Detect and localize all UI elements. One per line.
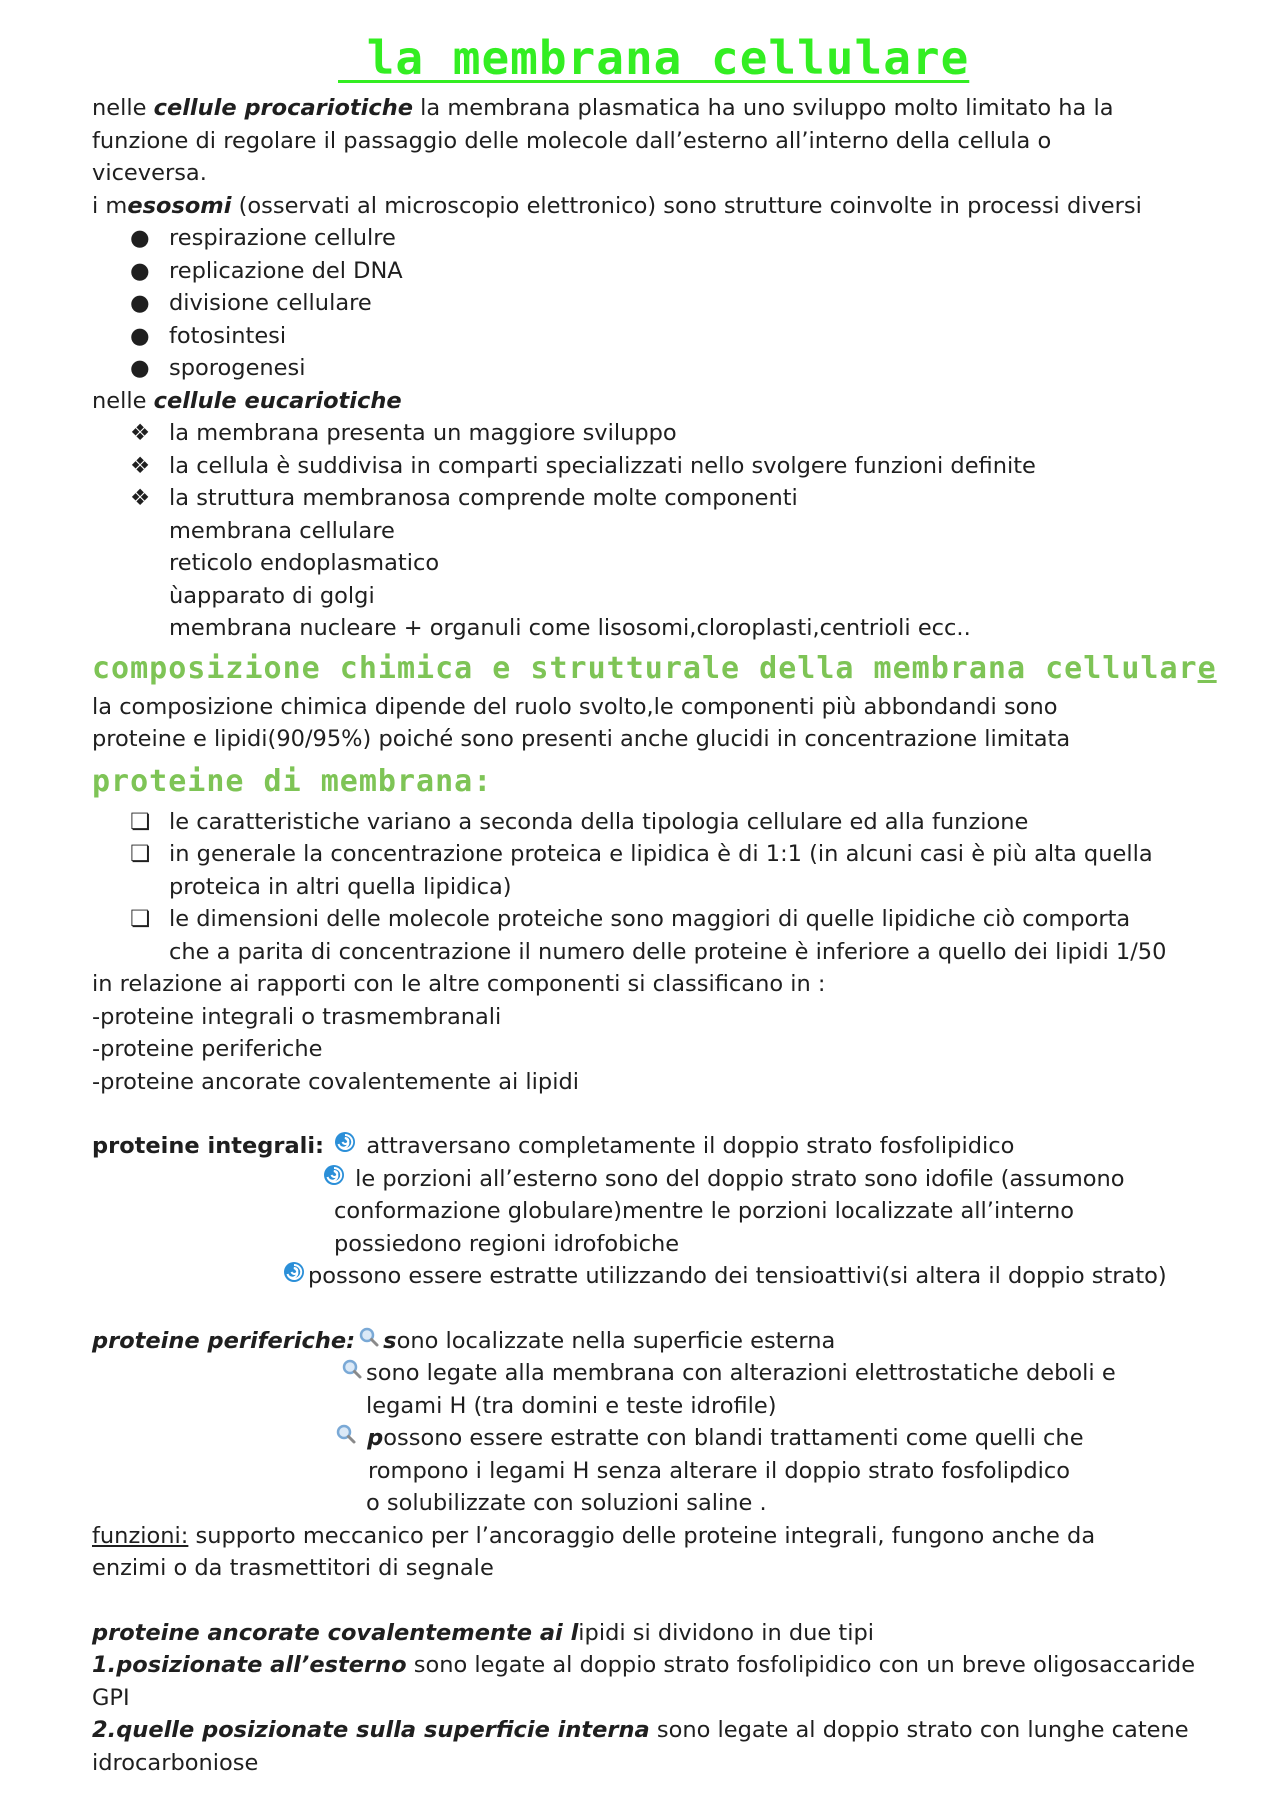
- diamond-bullet-icon: ❖: [130, 485, 151, 511]
- text: nelle: [92, 95, 154, 121]
- list-item-text: respirazione cellulre: [169, 225, 396, 251]
- ancorate-label: proteine ancorate covalentemente ai l: [92, 1619, 579, 1646]
- eucarioti-heading: [92, 385, 1272, 418]
- list-item-text: fotosintesi: [169, 322, 287, 349]
- box-bullet-icon: ❏: [130, 808, 151, 835]
- integrali-line-2: [92, 1163, 1272, 1196]
- heading-text: composizione chimica e strutturale della membrana cellular: [92, 650, 1198, 686]
- text-line: o solubilizzate con soluzioni saline .: [366, 1490, 767, 1516]
- list-item: [92, 255, 1272, 288]
- term-procariotiche: cellule procariotiche: [153, 95, 413, 121]
- text-line: possiedono regioni idrofobiche: [334, 1230, 680, 1257]
- disc-bullet-icon: ●: [130, 322, 150, 349]
- disc-bullet-icon: ●: [130, 290, 150, 316]
- text-line: -proteine periferiche: [92, 1036, 323, 1062]
- text: supporto meccanico per l’ancoraggio delle proteine integrali, fungono anche da: [188, 1522, 1096, 1549]
- list-item-text: le caratteristiche variano a seconda della tipologia cellulare ed alla funzione: [169, 808, 1029, 835]
- text-line: GPI: [92, 1684, 130, 1711]
- text: s: [383, 1327, 397, 1354]
- heading-text-underlined: e: [1197, 650, 1217, 686]
- box-bullet-icon: ❏: [130, 841, 151, 867]
- text-line: funzione di regolare il passaggio delle molecole dall’esterno all’interno della cellula o: [92, 127, 1052, 154]
- periferiche-line-1: [92, 1325, 1272, 1358]
- cyclone-icon: [331, 1130, 359, 1163]
- periferiche-label: proteine periferiche:: [92, 1327, 356, 1354]
- sub-item: ùapparato di golgi: [169, 582, 375, 609]
- text-line: conformazione globulare)mentre le porzioni localizzate all’interno: [334, 1198, 1075, 1224]
- list-item-text: la struttura membranosa comprende molte componenti: [169, 485, 798, 511]
- item-label: 2.quelle posizionate sulla superficie interna: [92, 1717, 650, 1743]
- list-item-text: sporogenesi: [169, 355, 306, 381]
- list-item-text: la cellula è suddivisa in comparti specializzati nello svolgere funzioni definite: [169, 452, 1036, 479]
- disc-bullet-icon: ●: [130, 225, 150, 251]
- text: la membrana plasmatica ha uno sviluppo molto limitato ha la: [413, 95, 1114, 121]
- text: i m: [92, 192, 128, 219]
- section-heading-composizione: [92, 647, 1272, 691]
- list-item: [92, 806, 1272, 839]
- list-item: [92, 450, 1272, 483]
- disc-bullet-icon: ●: [130, 257, 150, 284]
- section-heading-proteine: proteine di membrana:: [92, 763, 493, 799]
- page-title: la membrana cellulare: [338, 31, 970, 85]
- text: sono legate alla membrana con alterazioni elettrostatiche deboli e: [366, 1360, 1116, 1386]
- magnifier-icon: [355, 1325, 383, 1358]
- magnifier-icon: [332, 1422, 360, 1455]
- diamond-bullet-icon: ❖: [130, 452, 151, 479]
- list-item-text: divisione cellulare: [169, 290, 372, 316]
- periferiche-line-2: [92, 1357, 1272, 1390]
- diamond-bullet-icon: ❖: [130, 420, 151, 446]
- funzioni-line: [92, 1520, 1272, 1553]
- text: ono localizzate nella superficie esterna: [396, 1327, 836, 1354]
- text-line: -proteine ancorate covalentemente ai lipidi: [92, 1068, 579, 1095]
- text: ossono essere estratte con blandi trattamenti come quelli che: [383, 1425, 1084, 1451]
- list-item: [92, 352, 1272, 385]
- text: le porzioni all’esterno sono del doppio strato sono idofile (assumono: [355, 1165, 1125, 1192]
- list-item: [92, 287, 1272, 320]
- list-item: [92, 903, 1272, 968]
- ancorate-line: [92, 1617, 1272, 1650]
- list-item-text: che a parita di concentrazione il numero delle proteine è inferiore a quello dei lipidi 1/50: [169, 938, 1167, 965]
- list-item: [92, 222, 1272, 255]
- integrali-line-3: [92, 1260, 1272, 1293]
- cyclone-icon: [280, 1260, 308, 1293]
- ancorate-item-1: [92, 1649, 1272, 1682]
- periferiche-line-3: [92, 1422, 1272, 1455]
- list-item-text: replicazione del DNA: [169, 257, 403, 284]
- list-item-text: la membrana presenta un maggiore sviluppo: [169, 420, 677, 446]
- text: nelle: [92, 387, 154, 414]
- disc-bullet-icon: ●: [130, 355, 150, 381]
- eucarioti-list: [92, 417, 1272, 515]
- text: sono legate al doppio strato con lunghe catene: [649, 1717, 1189, 1743]
- text-line: idrocarboniose: [92, 1749, 259, 1776]
- text: sono legate al doppio strato fosfolipidico con un breve oligosaccaride: [406, 1652, 1196, 1678]
- integrali-line-1: [92, 1130, 1272, 1163]
- list-item-text: in generale la concentrazione proteica e lipidica è di 1:1 (in alcuni casi è più alta quella: [169, 841, 1153, 867]
- term-mesosomi: esosomi: [127, 192, 232, 219]
- text: (osservati al microscopio elettronico) sono strutture coinvolte in processi diversi: [231, 192, 1142, 219]
- sub-item: membrana nucleare + organuli come lisosomi,cloroplasti,centrioli ecc..: [169, 615, 971, 641]
- text: ipidi si dividono in due tipi: [578, 1619, 875, 1646]
- document-page: [92, 30, 1272, 1779]
- procarioti-paragraph: [92, 92, 1272, 125]
- text-line: in relazione ai rapporti con le altre componenti si classificano in :: [92, 971, 826, 997]
- text-line: rompono i legami H senza alterare il doppio strato fosfolipdico: [368, 1457, 1071, 1484]
- list-item-text: proteica in altri quella lipidica): [169, 873, 512, 900]
- magnifier-icon: [338, 1357, 366, 1390]
- text: attraversano completamente il doppio strato fosfolipidico: [366, 1133, 1015, 1159]
- sub-item: reticolo endoplasmatico: [169, 550, 440, 576]
- text-line: -proteine integrali o trasmembranali: [92, 1003, 502, 1030]
- cyclone-icon: [320, 1163, 348, 1196]
- ancorate-item-2: [92, 1714, 1272, 1747]
- funzioni-label: funzioni:: [92, 1522, 189, 1549]
- text-line: legami H (tra domini e teste idrofile): [366, 1392, 777, 1419]
- mesosomi-paragraph: [92, 190, 1272, 223]
- text-line: enzimi o da trasmettitori di segnale: [92, 1555, 494, 1581]
- text-line: la composizione chimica dipende del ruolo svolto,le componenti più abbondandi sono: [92, 693, 1058, 720]
- box-bullet-icon: ❏: [130, 906, 151, 932]
- list-item: [92, 417, 1272, 450]
- proteine-list: [92, 806, 1272, 969]
- integrali-label: proteine integrali:: [92, 1133, 325, 1159]
- item-label: 1.posizionate all’esterno: [92, 1652, 407, 1678]
- text-line: proteine e lipidi(90/95%) poiché sono presenti anche glucidi in concentrazione limitata: [92, 726, 1071, 752]
- text: p: [367, 1425, 384, 1451]
- list-item: [92, 482, 1272, 515]
- term-eucariotiche: cellule eucariotiche: [153, 387, 402, 414]
- list-item-text: le dimensioni delle molecole proteiche sono maggiori di quelle lipidiche ciò comporta: [169, 906, 1131, 932]
- list-item: [92, 320, 1272, 353]
- mesosomi-list: [92, 222, 1272, 385]
- sub-item: membrana cellulare: [169, 517, 395, 544]
- text: possono essere estratte utilizzando dei tensioattivi(si altera il doppio strato): [308, 1263, 1167, 1289]
- list-item: [92, 838, 1272, 903]
- text-line: viceversa.: [92, 160, 207, 186]
